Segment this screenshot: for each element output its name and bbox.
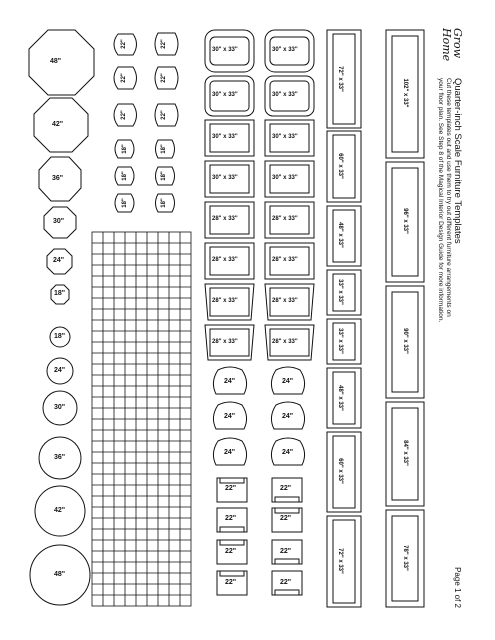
armchair-label: 30" x 33" [272,47,298,53]
sofa-label: 72" x 33" [337,548,343,574]
sofa-label: 48" x 33" [337,385,343,411]
sofa-label: 84" x 33" [402,440,408,466]
chair-label: 18" [160,144,167,154]
grid [92,232,191,606]
chair-label: 18" [121,171,128,181]
sofa-label: 48" x 33" [337,222,343,248]
sofas-left [327,30,361,607]
chair-label: 18" [160,198,167,208]
armchair-label: 28" x 33" [212,298,238,304]
chair-label: 18" [160,171,167,181]
chair-label: 22" [160,39,167,49]
armchair-label: 30" x 33" [212,134,238,140]
armchair-label: 30" x 33" [212,92,238,98]
side-label: 22" [280,548,292,555]
circle-label: 48" [54,571,66,578]
armchair-label: 28" x 33" [272,216,298,222]
side-label: 22" [280,485,292,492]
tub-label: 24" [224,413,236,420]
side-22-group [217,478,302,595]
armchair-label: 28" x 33" [212,339,238,345]
armchair-label: 30" x 33" [272,134,298,140]
chair-label: 22" [120,39,127,49]
chair-label: 18" [121,144,128,154]
side-label: 22" [280,515,292,522]
sofa-label: 33" x 33" [337,279,343,305]
sofa-label: 90" x 33" [402,328,408,354]
octagon-label: 24" [53,257,65,264]
sofa-label: 33" x 33" [337,328,343,354]
armchair-label: 30" x 33" [272,175,298,181]
tub-label: 24" [282,413,294,420]
logo: Grow Home [440,28,464,62]
chair-label: 22" [120,110,127,120]
armchair-label: 30" x 33" [212,175,238,181]
armchair-label: 30" x 33" [272,92,298,98]
chair-label: 22" [160,110,167,120]
octagon-label: 30" [53,218,65,225]
tub-label: 24" [282,449,294,456]
armchair-label: 28" x 33" [212,257,238,263]
sofa-label: 102" x 33" [402,78,408,108]
circle-label: 24" [54,367,66,374]
octagon-label: 18" [54,290,66,297]
sofa-label: 60" x 33" [337,458,343,484]
octagon-48 [29,30,94,95]
armchair-label: 28" x 33" [212,216,238,222]
side-label: 22" [280,579,292,586]
octagon-label: 42" [52,121,64,128]
octagon-label: 48" [50,58,62,65]
armchair-label: 28" x 33" [272,257,298,263]
side-label: 22" [225,579,237,586]
sofa-label: 60" x 33" [337,153,343,179]
tub-label: 24" [282,378,294,385]
chair-label: 22" [160,73,167,83]
circle-label: 30" [54,404,66,411]
octagon-label: 36" [52,175,64,182]
page-title: Quarter-inch Scale Furniture Templates [452,78,463,244]
sofa-label: 78" x 33" [402,545,408,571]
side-label: 22" [225,515,237,522]
sofa-label: 96" x 33" [402,208,408,234]
armchair-label: 28" x 33" [272,298,298,304]
description-line-2: your floor plan. See Step 8 of the Magical Interior Design Guide for more information. [437,78,444,323]
circle-label: 36" [54,454,66,461]
tub-label: 24" [224,449,236,456]
chair-label: 18" [121,198,128,208]
page-number: Page 1 of 2 [453,567,462,608]
armchair-label: 30" x 33" [212,47,238,53]
chair-label: 22" [120,73,127,83]
armchair-label: 28" x 33" [272,339,298,345]
tub-label: 24" [224,378,236,385]
side-label: 22" [225,485,237,492]
sofa-label: 72" x 33" [337,66,343,92]
circle-label: 42" [54,507,66,514]
description-line-1: Cut these templates out and use them to try out different furniture arrangements on [445,78,452,317]
circle-label: 18" [54,333,66,340]
side-label: 22" [225,548,237,555]
